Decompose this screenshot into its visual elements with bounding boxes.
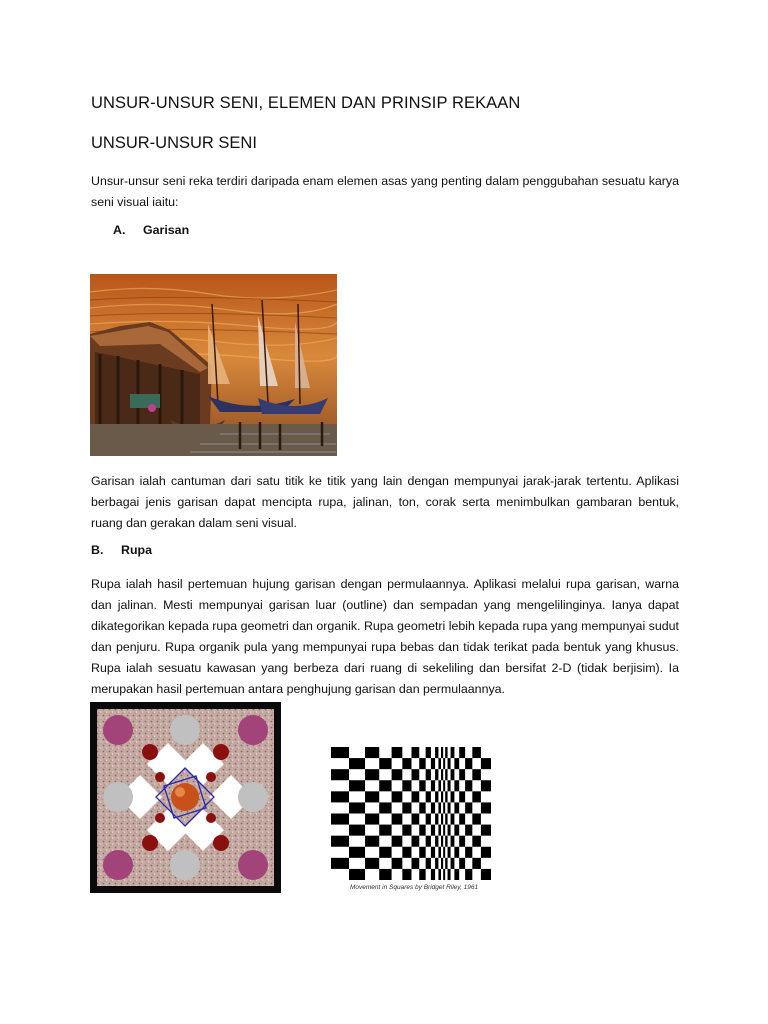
checker-square <box>331 858 349 869</box>
checker-square <box>419 825 425 836</box>
checker-square <box>402 780 411 791</box>
checker-square <box>438 758 441 769</box>
checker-square <box>451 791 455 802</box>
section-title: UNSUR-UNSUR SENI <box>91 134 257 152</box>
checker-square <box>451 836 455 847</box>
checker-square <box>412 769 420 780</box>
pattern-image <box>90 702 281 893</box>
checker-square <box>459 791 465 802</box>
checker-square <box>445 814 447 825</box>
checker-square <box>481 758 491 769</box>
checker-square <box>459 836 465 847</box>
checker-square <box>443 847 445 858</box>
heading-letter: A. <box>113 223 126 237</box>
checker-square <box>331 814 349 825</box>
checker-square <box>379 847 391 858</box>
checker-square <box>459 769 465 780</box>
checker-square <box>465 802 472 813</box>
checker-square <box>402 758 411 769</box>
heading-text: Garisan <box>143 223 190 237</box>
checker-square <box>331 769 349 780</box>
checker-square <box>472 747 481 758</box>
checker-square <box>435 747 438 758</box>
checker-square <box>448 780 451 791</box>
checker-square <box>451 814 455 825</box>
checker-square <box>459 858 465 869</box>
checker-caption: Movement in Squares by Bridget Riley, 1961 <box>350 884 479 891</box>
heading-letter: B. <box>91 543 104 557</box>
checker-square <box>481 802 491 813</box>
checker-square <box>426 836 431 847</box>
checker-square <box>441 747 443 758</box>
checker-square <box>426 791 431 802</box>
checker-square <box>419 802 425 813</box>
checker-square <box>412 791 420 802</box>
checker-square <box>441 769 443 780</box>
checker-square <box>412 814 420 825</box>
checker-square <box>412 836 420 847</box>
checker-square <box>454 780 459 791</box>
checker-square <box>431 825 435 836</box>
checker-square <box>445 858 447 869</box>
checker-square <box>349 847 365 858</box>
checker-square <box>431 780 435 791</box>
checker-square <box>459 814 465 825</box>
checker-square <box>465 780 472 791</box>
checker-square <box>412 747 420 758</box>
checker-square <box>435 814 438 825</box>
checker-square <box>472 791 481 802</box>
garisan-paragraph: Garisan ialah cantuman dari satu titik ke titik yang lain dengan mempunyai jarak-jarak tertentu. Aplikasi berbagai jenis garisan dapat mencipta rupa, jalinan, ton, corak serta menimbulkan gambaran bentuk, ruang dan gerakan dalam seni visual. <box>91 474 679 530</box>
intro-paragraph: Unsur-unsur seni reka terdiri daripada enam elemen asas yang penting dalam penggubahan sesuatu karya seni visual iaitu: <box>91 174 679 209</box>
checker-square <box>392 858 403 869</box>
checker-square <box>443 869 445 880</box>
checker-square <box>441 791 443 802</box>
checker-square <box>331 791 349 802</box>
heading-garisan <box>113 223 189 237</box>
checker-square <box>426 747 431 758</box>
checker-square <box>431 869 435 880</box>
checker-square <box>331 836 349 847</box>
checker-square <box>365 836 379 847</box>
checker-square <box>431 758 435 769</box>
checker-square <box>448 847 451 858</box>
checker-square <box>438 825 441 836</box>
checker-square <box>402 802 411 813</box>
checker-square <box>481 847 491 858</box>
checker-square <box>472 769 481 780</box>
checker-square <box>365 747 379 758</box>
page-title: UNSUR-UNSUR SENI, ELEMEN DAN PRINSIP REKAAN <box>91 94 521 112</box>
checker-square <box>481 825 491 836</box>
checker-square <box>438 780 441 791</box>
checker-square <box>451 769 455 780</box>
checker-square <box>365 769 379 780</box>
pattern-svg <box>90 702 281 893</box>
checker-svg <box>330 746 492 881</box>
checker-square <box>379 825 391 836</box>
checker-square <box>448 869 451 880</box>
checker-square <box>349 780 365 791</box>
checker-square <box>472 836 481 847</box>
checker-square <box>419 780 425 791</box>
checker-square <box>402 869 411 880</box>
checker-square <box>454 825 459 836</box>
checker-square <box>481 780 491 791</box>
checker-square <box>445 747 447 758</box>
checker-square <box>472 858 481 869</box>
rupa-paragraph: Rupa ialah hasil pertemuan hujung garisan dengan permulaannya. Aplikasi melalui rupa garisan, warna dan jalinan. Mesti mempunyai garisan luar (outline) dan sempadan yang mengelilinginya. Ianya dapat dikategorikan kepada rupa geometri dan organik. Rupa geometri lebih kepada rupa yang mempunyai sudut dan penjuru. Rupa organik pula yang mempunyai rupa bebas dan tidak terikat pada bentuk yang khusus. Rupa ialah sesuatu kawasan yang berbeza dari ruang di sekeliling dan bersifat 2-D (tidak berjisim). Ia merupakan hasil pertemuan antara penghujung garisan dan permulaannya. <box>91 577 679 696</box>
checker-square <box>454 847 459 858</box>
checker-square <box>465 847 472 858</box>
checker-square <box>441 814 443 825</box>
checker-square <box>365 791 379 802</box>
checker-square <box>435 858 438 869</box>
heading-text: Rupa <box>121 543 152 557</box>
checker-square <box>448 825 451 836</box>
checker-square <box>379 802 391 813</box>
checker-square <box>435 791 438 802</box>
painting-svg <box>90 274 337 456</box>
checker-square <box>392 747 403 758</box>
checker-square <box>331 747 349 758</box>
checker-square <box>349 825 365 836</box>
checker-square <box>379 869 391 880</box>
checker-square <box>448 758 451 769</box>
painting-image <box>90 274 337 456</box>
checker-square <box>392 836 403 847</box>
checker-square <box>443 758 445 769</box>
checker-square <box>426 769 431 780</box>
checker-square <box>392 791 403 802</box>
checker-square <box>465 758 472 769</box>
checker-square <box>402 847 411 858</box>
checker-square <box>379 758 391 769</box>
checker-image <box>330 746 492 886</box>
checker-square <box>412 858 420 869</box>
checker-square <box>451 858 455 869</box>
checker-square <box>459 747 465 758</box>
checker-square <box>451 747 455 758</box>
checker-square <box>349 758 365 769</box>
checker-square <box>438 847 441 858</box>
checker-square <box>392 769 403 780</box>
checker-square <box>472 814 481 825</box>
checker-square <box>426 858 431 869</box>
checker-square <box>365 858 379 869</box>
checker-square <box>481 869 491 880</box>
checker-square <box>438 869 441 880</box>
checker-square <box>445 791 447 802</box>
checker-square <box>435 836 438 847</box>
checker-square <box>454 869 459 880</box>
checker-square <box>441 858 443 869</box>
checker-square <box>443 780 445 791</box>
checker-square <box>365 814 379 825</box>
checker-square <box>402 825 411 836</box>
checker-square <box>349 869 365 880</box>
checker-square <box>465 825 472 836</box>
checker-square <box>445 836 447 847</box>
checker-square <box>349 802 365 813</box>
checker-square <box>431 802 435 813</box>
checker-square <box>419 758 425 769</box>
checker-square <box>438 802 441 813</box>
checker-square <box>454 802 459 813</box>
checker-square <box>419 869 425 880</box>
checker-square <box>431 847 435 858</box>
checker-square <box>441 836 443 847</box>
checker-square <box>448 802 451 813</box>
heading-rupa <box>91 543 152 557</box>
checker-square <box>445 769 447 780</box>
checker-square <box>419 847 425 858</box>
checker-square <box>426 814 431 825</box>
checker-square <box>392 814 403 825</box>
checker-square <box>379 780 391 791</box>
checker-square <box>443 825 445 836</box>
checker-square <box>454 758 459 769</box>
checker-square <box>465 869 472 880</box>
checker-square <box>435 769 438 780</box>
checker-square <box>443 802 445 813</box>
